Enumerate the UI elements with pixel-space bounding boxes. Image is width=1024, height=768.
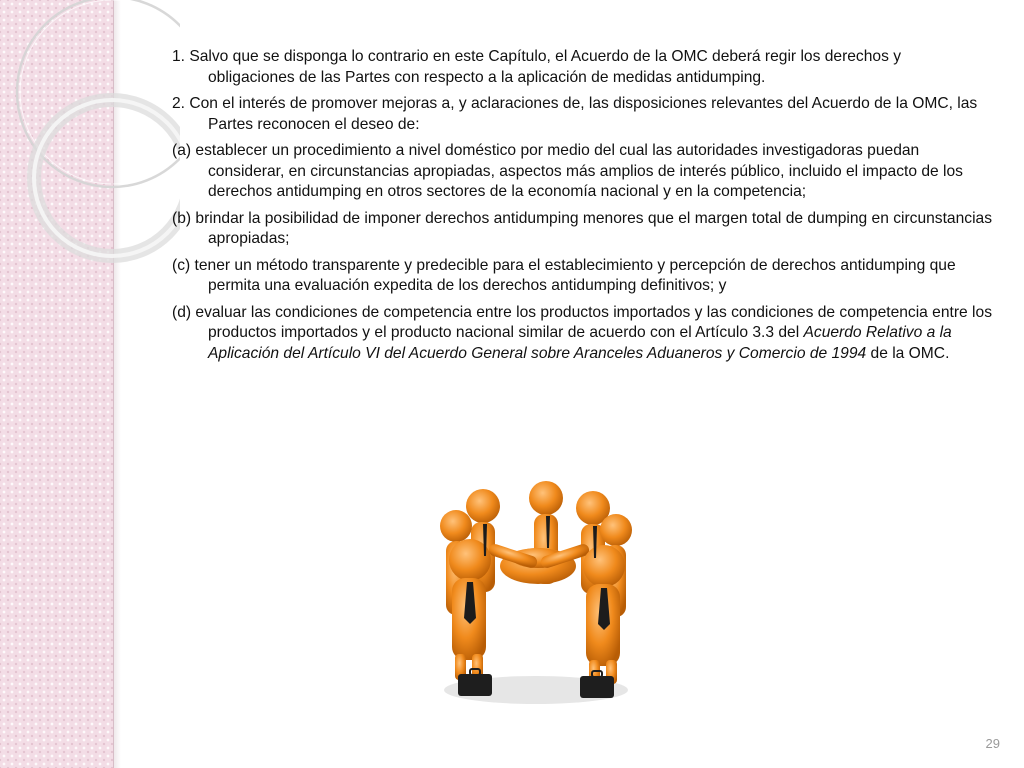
paragraph-b: (b) brindar la posibilidad de imponer derechos antidumping menores que el margen total de dumping en circunstancias apropiadas; [172, 209, 993, 247]
team-hands-together-icon [428, 478, 644, 710]
slide-body [172, 47, 992, 370]
paragraph-c: (c) tener un método transparente y predecible para el establecimiento y percepción de derechos antidumping que permita una evaluación expedita de los derechos antidumping definitivos; y [172, 256, 956, 294]
page-number: 29 [985, 736, 1000, 751]
paragraph-d-text: (d) evaluar las condiciones de competencia entre los productos importados y las condiciones de competencia entre los productos importados y el producto nacional similar de acuerdo con el Artículo 3.3 del [172, 303, 992, 341]
decorative-rings [0, 0, 180, 300]
paragraph-2: 2. Con el interés de promover mejoras a, y aclaraciones de, las disposiciones relevantes del Acuerdo de la OMC, las Partes reconocen el deseo de: [172, 95, 978, 133]
paragraph-a: (a) establecer un procedimiento a nivel doméstico por medio del cual las autoridades investigadoras puedan considerar, en circunstancias apropiadas, aspectos más amplios de interés público, incluido el impacto de los derechos antidumping en otros sectores de la economía nacional y en la competencia; [172, 142, 963, 200]
paragraph-d [172, 303, 992, 365]
paragraph-1: 1. Salvo que se disponga lo contrario en este Capítulo, el Acuerdo de la OMC deberá regir los derechos y obligaciones de las Partes con respecto a la aplicación de medidas antidumping. [172, 48, 901, 86]
agreement-title: Acuerdo Relativo a la Aplicación del Artículo VI del Acuerdo General sobre Aranceles Aduaneros y Comercio de 1994 [208, 324, 952, 362]
paragraph-d-ending: de la OMC. [866, 344, 950, 362]
